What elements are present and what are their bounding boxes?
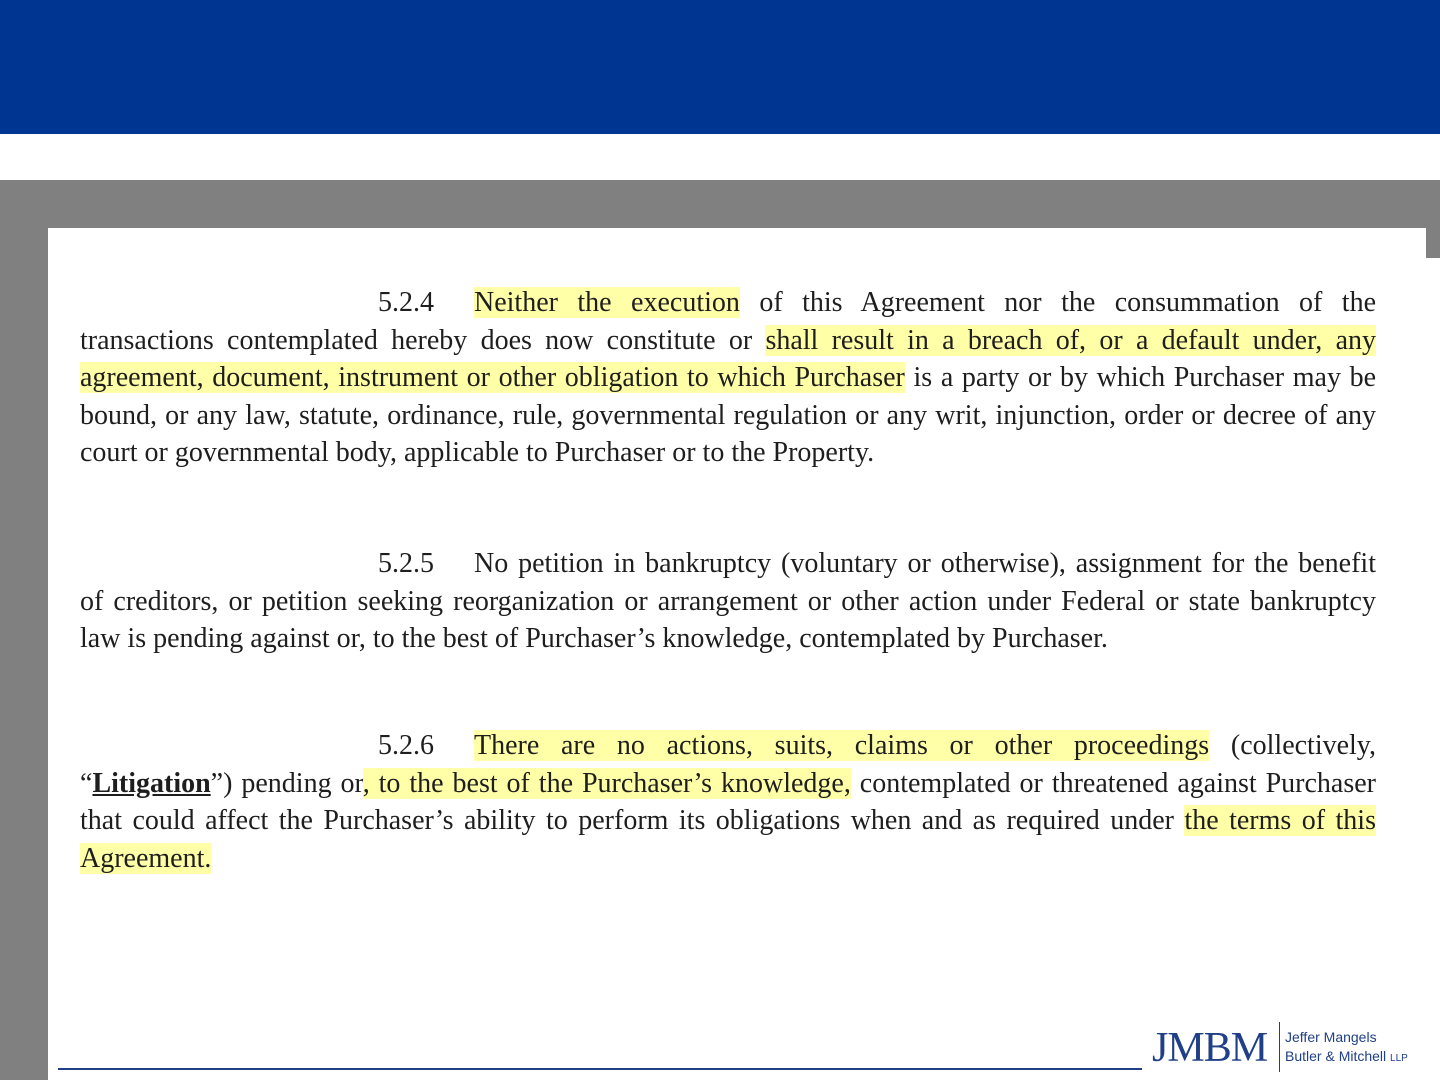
body-text: is a party or by which Purchaser may be bound, or any law, statute, ordinance, rule, governmental regulation or any writ, injunction, order or decree of any court or governmental body, applicable to Purchaser or to the Property.	[80, 362, 1377, 469]
logo-mark: JMBM	[1152, 1025, 1268, 1071]
footer-rule	[58, 1068, 1142, 1070]
document-excerpt	[48, 258, 1440, 886]
highlighted-text: the terms of this Agreement.	[80, 805, 1376, 874]
firm-name	[1285, 1028, 1435, 1068]
highlighted-text: , to the best of the Purchaser’s knowledge,	[362, 767, 851, 799]
body-text: ”) pending or	[210, 767, 363, 799]
body-text: (collectively, “	[80, 730, 1376, 799]
firm-name-line1: Jeffer Mangels	[1285, 1029, 1377, 1045]
body-text: contemplated or threatened against Purchaser that could affect the Purchaser’s ability to perform its obligations when and as required under	[80, 767, 1376, 837]
firm-name-line2: Butler & Mitchell LLP	[1285, 1048, 1408, 1064]
section-number: 5.2.4	[378, 287, 434, 318]
body-text: No petition in bankruptcy (voluntary or otherwise), assignment for the benefit of creditors, or petition seeking reorganization or arrangement or other action under Federal or state bankruptcy law is pending against or, to the best of Purchaser’s knowledge, contemplated by Purchaser.	[80, 548, 1376, 655]
defined-term: Litigation	[92, 767, 211, 799]
firm-suffix: LLP	[1390, 1053, 1408, 1064]
frame-left	[0, 180, 48, 1080]
highlighted-text: There are no actions, suits, claims or other proceedings	[474, 730, 1210, 761]
header-bar	[0, 0, 1440, 134]
logo-divider	[1279, 1022, 1280, 1072]
firm-logo	[1152, 1020, 1432, 1076]
body-text: of this Agreement nor the consummation of the transactions contemplated hereby does now constitute or	[80, 287, 1376, 356]
frame-right	[1426, 180, 1440, 260]
section-5-2-4	[80, 284, 1376, 472]
section-number: 5.2.6	[378, 730, 434, 761]
highlighted-text: shall result in a breach of, or a default under, any agreement, document, instrument or other obligation to which Purchaser	[80, 324, 1376, 394]
section-5-2-5	[80, 545, 1376, 658]
highlighted-text: Neither the execution	[474, 287, 740, 318]
section-number: 5.2.5	[378, 548, 434, 579]
frame-top	[0, 180, 1440, 228]
section-5-2-6	[80, 727, 1376, 877]
